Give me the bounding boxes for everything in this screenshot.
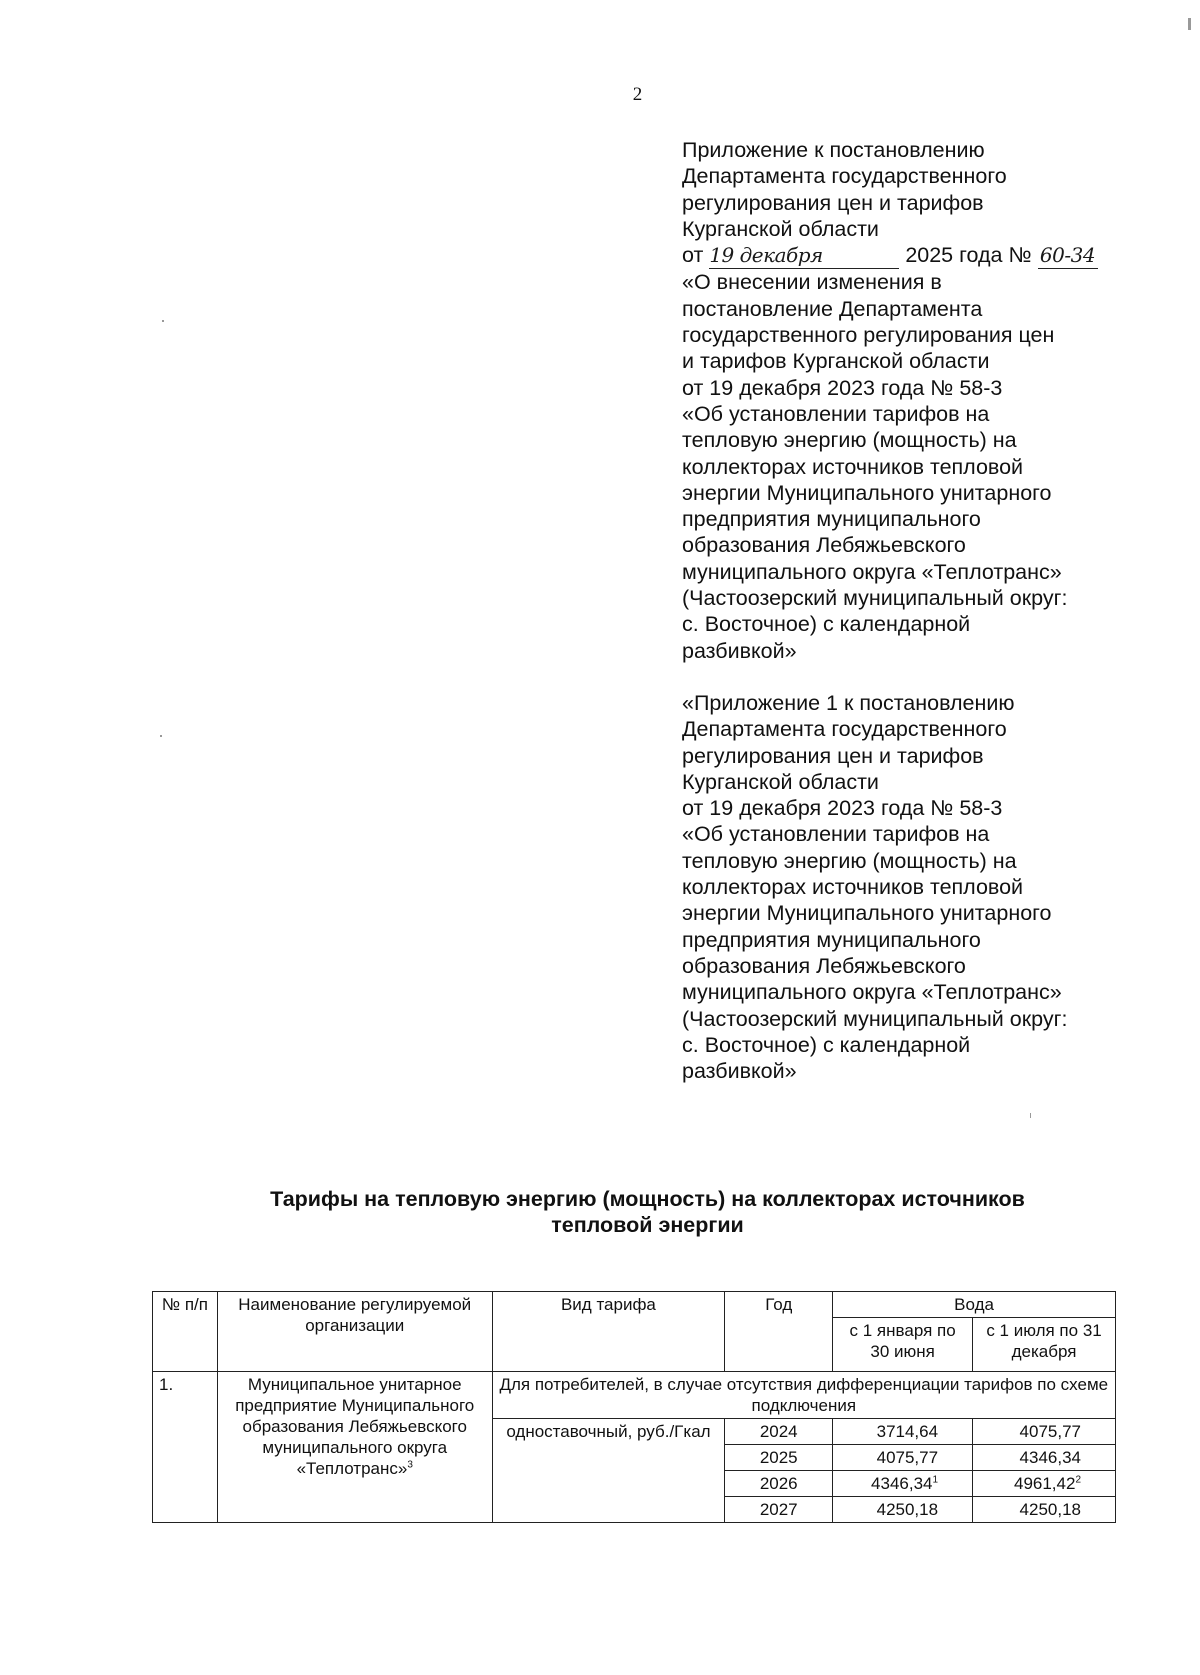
organization-name: Муниципальное унитарное предприятие Муниципального образования Лебяжьевского муниципального округа «Теплотранс»	[235, 1375, 475, 1478]
appendix-line: энергии Муниципального унитарного	[682, 480, 1052, 505]
year-cell: 2024	[725, 1419, 833, 1445]
tariff-h2-cell	[973, 1471, 1116, 1497]
appendix-line: «Об установлении тарифов на	[682, 822, 990, 847]
tariff-h1-cell	[833, 1471, 973, 1497]
page-number: 2	[632, 84, 643, 105]
organization-name-cell	[217, 1372, 492, 1523]
footnote-marker: 1	[932, 1474, 939, 1486]
tariff-value: 3714,64	[876, 1422, 939, 1441]
header-period-2: с 1 июля по 31 декабря	[973, 1318, 1116, 1372]
consumers-note: Для потребителей, в случае отсутствия дифференциации тарифов по схеме подключения	[492, 1372, 1115, 1419]
scan-speck	[162, 320, 164, 322]
appendix-line: регулирования цен и тарифов	[682, 743, 984, 768]
year-cell: 2027	[725, 1497, 833, 1523]
date-year: 2025 года №	[905, 243, 1032, 268]
appendix-line: Департамента государственного	[682, 717, 1007, 742]
appendix-line: «О внесении изменения в	[682, 270, 942, 295]
tariff-value: 4075,77	[876, 1448, 939, 1467]
appendix-line: Приложение к постановлению	[682, 138, 985, 162]
tariff-value: 4346,34	[1019, 1448, 1081, 1467]
row-number: 1.	[153, 1372, 218, 1523]
footnote-marker: 3	[407, 1459, 413, 1471]
appendix-line: Курганской области	[682, 769, 879, 794]
appendix-line: Курганской области	[682, 216, 879, 241]
tariff-h2-cell	[973, 1497, 1116, 1523]
tariff-table	[152, 1291, 1116, 1523]
appendix-line: от 19 декабря 2023 года № 58-3	[682, 796, 1003, 821]
handwritten-number: 60-34	[1038, 242, 1098, 269]
appendix-line: «Об установлении тарифов на	[682, 401, 990, 426]
appendix-line: с. Восточное) с календарной	[682, 1032, 971, 1057]
header-water: Вода	[833, 1292, 1116, 1318]
appendix-line: и тарифов Курганской области	[682, 349, 990, 374]
appendix-line: разбивкой»	[682, 1059, 797, 1084]
handwritten-date: 19 декабря	[709, 242, 899, 269]
appendix-header	[682, 137, 1112, 1084]
tariff-value: 4346,34	[871, 1474, 933, 1493]
appendix-line: образования Лебяжьевского	[682, 533, 966, 558]
tariff-h1-cell	[833, 1497, 973, 1523]
header-org: Наименование регулируемой организации	[217, 1292, 492, 1372]
tariff-h1-cell	[833, 1445, 973, 1471]
appendix-line: образования Лебяжьевского	[682, 953, 966, 978]
header-year: Год	[725, 1292, 833, 1372]
year-cell: 2025	[725, 1445, 833, 1471]
tariff-value: 4250,18	[1019, 1500, 1081, 1519]
appendix-line: коллекторах источников тепловой	[682, 875, 1024, 900]
title-line-1: Тарифы на тепловую энергию (мощность) на коллекторах источников	[270, 1187, 1025, 1211]
appendix-block-2	[682, 690, 1112, 1084]
appendix-line: коллекторах источников тепловой	[682, 454, 1024, 479]
header-period-1: с 1 января по 30 июня	[833, 1318, 973, 1372]
footnote-marker: 2	[1075, 1474, 1081, 1486]
appendix-line: энергии Муниципального унитарного	[682, 901, 1052, 926]
appendix-line: постановление Департамента	[682, 296, 983, 321]
header-tariff-type: Вид тарифа	[492, 1292, 725, 1372]
appendix-line: с. Восточное) с календарной	[682, 612, 971, 637]
title-line-2: тепловой энергии	[551, 1213, 744, 1237]
table-header-row	[153, 1292, 1116, 1318]
tariff-value: 4075,77	[1019, 1422, 1081, 1441]
appendix-block-1	[682, 137, 1112, 664]
appendix-line: тепловую энергию (мощность) на	[682, 848, 1017, 873]
appendix-line: муниципального округа «Теплотранс»	[682, 559, 1062, 584]
appendix-line: предприятия муниципального	[682, 507, 981, 532]
tariff-h1-cell	[833, 1419, 973, 1445]
appendix-line: Департамента государственного	[682, 164, 1007, 189]
year-cell: 2026	[725, 1471, 833, 1497]
tariff-value: 4250,18	[876, 1500, 939, 1519]
scan-speck	[1188, 18, 1191, 30]
tariff-h2-cell	[973, 1419, 1116, 1445]
appendix-line: предприятия муниципального	[682, 927, 981, 952]
tariff-value: 4961,42	[1013, 1474, 1076, 1493]
table-row	[153, 1372, 1116, 1419]
appendix-line: муниципального округа «Теплотранс»	[682, 980, 1062, 1005]
tariff-h2-cell	[973, 1445, 1116, 1471]
appendix-line: (Частоозерский муниципальный округ:	[682, 586, 1068, 611]
appendix-line: разбивкой»	[682, 638, 797, 663]
appendix-line: регулирования цен и тарифов	[682, 190, 984, 215]
appendix-line: тепловую энергию (мощность) на	[682, 428, 1017, 453]
resolution-date-line	[682, 242, 1112, 269]
appendix-line: «Приложение 1 к постановлению	[682, 690, 1015, 715]
scan-speck	[160, 735, 162, 737]
header-num: № п/п	[153, 1292, 218, 1372]
appendix-line: от 19 декабря 2023 года № 58-3	[682, 375, 1003, 400]
document-title	[155, 1186, 1140, 1238]
appendix-line: (Частоозерский муниципальный округ:	[682, 1006, 1068, 1031]
date-prefix: от	[682, 243, 704, 268]
appendix-line: государственного регулирования цен	[682, 323, 1055, 348]
scan-speck	[1030, 1113, 1031, 1118]
tariff-kind: одноставочный, руб./Гкал	[492, 1419, 725, 1523]
